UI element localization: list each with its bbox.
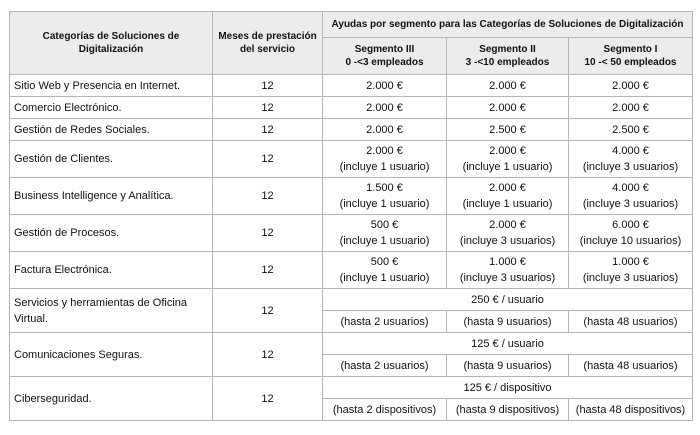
row-category: Business Intelligence y Analítica. xyxy=(10,178,213,215)
segment-2-range: 3 -<10 empleados xyxy=(465,57,550,69)
note: (incluye 1 usuario) xyxy=(339,198,430,210)
price: 2.000 € xyxy=(489,145,526,157)
price: 6.000 € xyxy=(612,219,649,231)
note: (incluye 3 usuarios) xyxy=(582,198,679,210)
row-segment-2 xyxy=(447,141,569,178)
row-segment-2: (hasta 9 dispositivos) xyxy=(447,399,569,421)
note: (incluye 1 usuario) xyxy=(339,235,430,247)
table-row xyxy=(10,377,693,399)
row-segment-3: (hasta 2 usuarios) xyxy=(323,311,447,333)
row-segment-3 xyxy=(323,178,447,215)
row-segment-3 xyxy=(323,215,447,252)
table-row xyxy=(10,97,693,119)
table-row xyxy=(10,75,693,97)
segment-3-name: Segmento III xyxy=(354,44,415,56)
table-row xyxy=(10,289,693,311)
row-category: Comercio Electrónico. xyxy=(10,97,213,119)
row-segment-2 xyxy=(447,252,569,289)
row-segment-3: (hasta 2 usuarios) xyxy=(323,355,447,377)
table-row xyxy=(10,141,693,178)
row-segment-1 xyxy=(569,252,693,289)
header-months xyxy=(213,12,323,75)
price: 1.000 € xyxy=(489,256,526,268)
note: (incluye 3 usuarios) xyxy=(459,235,556,247)
row-segment-1 xyxy=(569,178,693,215)
row-segment-2: 2.000 € xyxy=(447,97,569,119)
header-category: Categorías de Soluciones de Digitalización xyxy=(10,12,213,75)
row-segment-1: (hasta 48 dispositivos) xyxy=(569,399,693,421)
row-category: Ciberseguridad. xyxy=(10,377,213,421)
row-segment-1 xyxy=(569,141,693,178)
row-segment-2: (hasta 9 usuarios) xyxy=(447,355,569,377)
price: 4.000 € xyxy=(612,145,649,157)
price: 2.000 € xyxy=(366,145,403,157)
digitalization-aid-table xyxy=(9,11,693,421)
row-category: Gestión de Procesos. xyxy=(10,215,213,252)
row-shared-price: 125 € / usuario xyxy=(323,333,693,355)
row-months: 12 xyxy=(213,119,323,141)
note: (incluye 1 usuario) xyxy=(462,161,553,173)
row-category: Sitio Web y Presencia en Internet. xyxy=(10,75,213,97)
row-segment-3 xyxy=(323,252,447,289)
row-months: 12 xyxy=(213,97,323,119)
price: 500 € xyxy=(370,256,399,268)
row-segment-2: 2.000 € xyxy=(447,75,569,97)
header-segment-1 xyxy=(569,38,693,75)
header-segment-3 xyxy=(323,38,447,75)
row-segment-1: 2.500 € xyxy=(569,119,693,141)
table-row xyxy=(10,252,693,289)
row-segment-1: 2.000 € xyxy=(569,75,693,97)
price: 2.000 € xyxy=(489,182,526,194)
price: 1.500 € xyxy=(366,182,403,194)
row-segment-3: (hasta 2 dispositivos) xyxy=(323,399,447,421)
note: (incluye 3 usuarios) xyxy=(459,272,556,284)
row-category: Gestión de Redes Sociales. xyxy=(10,119,213,141)
header-months-line2: del servicio xyxy=(239,44,296,55)
row-months: 12 xyxy=(213,141,323,178)
price: 2.000 € xyxy=(489,219,526,231)
segment-1-name: Segmento I xyxy=(603,44,658,56)
row-segment-3: 2.000 € xyxy=(323,97,447,119)
row-segment-1 xyxy=(569,215,693,252)
row-shared-price: 250 € / usuario xyxy=(323,289,693,311)
note: (incluye 3 usuarios) xyxy=(582,272,679,284)
row-category: Gestión de Clientes. xyxy=(10,141,213,178)
segment-2-name: Segmento II xyxy=(479,44,536,56)
row-segment-3: 2.000 € xyxy=(323,75,447,97)
table-row xyxy=(10,215,693,252)
row-months: 12 xyxy=(213,75,323,97)
note: (incluye 1 usuario) xyxy=(339,161,430,173)
note: (incluye 10 usuarios) xyxy=(579,235,682,247)
row-segment-3 xyxy=(323,141,447,178)
row-segment-2 xyxy=(447,178,569,215)
row-segment-2 xyxy=(447,215,569,252)
row-category: Servicios y herramientas de Oficina Virtual. xyxy=(10,289,213,333)
table-row xyxy=(10,333,693,355)
row-segment-1: (hasta 48 usuarios) xyxy=(569,311,693,333)
segment-3-range: 0 -<3 empleados xyxy=(345,57,424,69)
row-months: 12 xyxy=(213,178,323,215)
row-category: Comunicaciones Seguras. xyxy=(10,333,213,377)
header-segment-2 xyxy=(447,38,569,75)
row-segment-3: 2.000 € xyxy=(323,119,447,141)
header-segments-title: Ayudas por segmento para las Categorías de Soluciones de Digitalización xyxy=(323,12,693,38)
row-months: 12 xyxy=(213,289,323,333)
row-shared-price: 125 € / dispositivo xyxy=(323,377,693,399)
row-segment-2: 2.500 € xyxy=(447,119,569,141)
row-months: 12 xyxy=(213,377,323,421)
price: 1.000 € xyxy=(612,256,649,268)
row-segment-2: (hasta 9 usuarios) xyxy=(447,311,569,333)
row-segment-1: (hasta 48 usuarios) xyxy=(569,355,693,377)
note: (incluye 1 usuario) xyxy=(462,198,553,210)
row-segment-1: 2.000 € xyxy=(569,97,693,119)
note: (incluye 1 usuario) xyxy=(339,272,430,284)
table-row xyxy=(10,178,693,215)
row-months: 12 xyxy=(213,333,323,377)
price: 4.000 € xyxy=(612,182,649,194)
note: (incluye 3 usuarios) xyxy=(582,161,679,173)
row-months: 12 xyxy=(213,252,323,289)
row-category: Factura Electrónica. xyxy=(10,252,213,289)
aid-table-container xyxy=(9,11,693,421)
segment-1-range: 10 -< 50 empleados xyxy=(584,57,677,69)
price: 500 € xyxy=(370,219,399,231)
row-months: 12 xyxy=(213,215,323,252)
header-months-line1: Meses de prestación xyxy=(218,31,317,42)
table-row xyxy=(10,119,693,141)
